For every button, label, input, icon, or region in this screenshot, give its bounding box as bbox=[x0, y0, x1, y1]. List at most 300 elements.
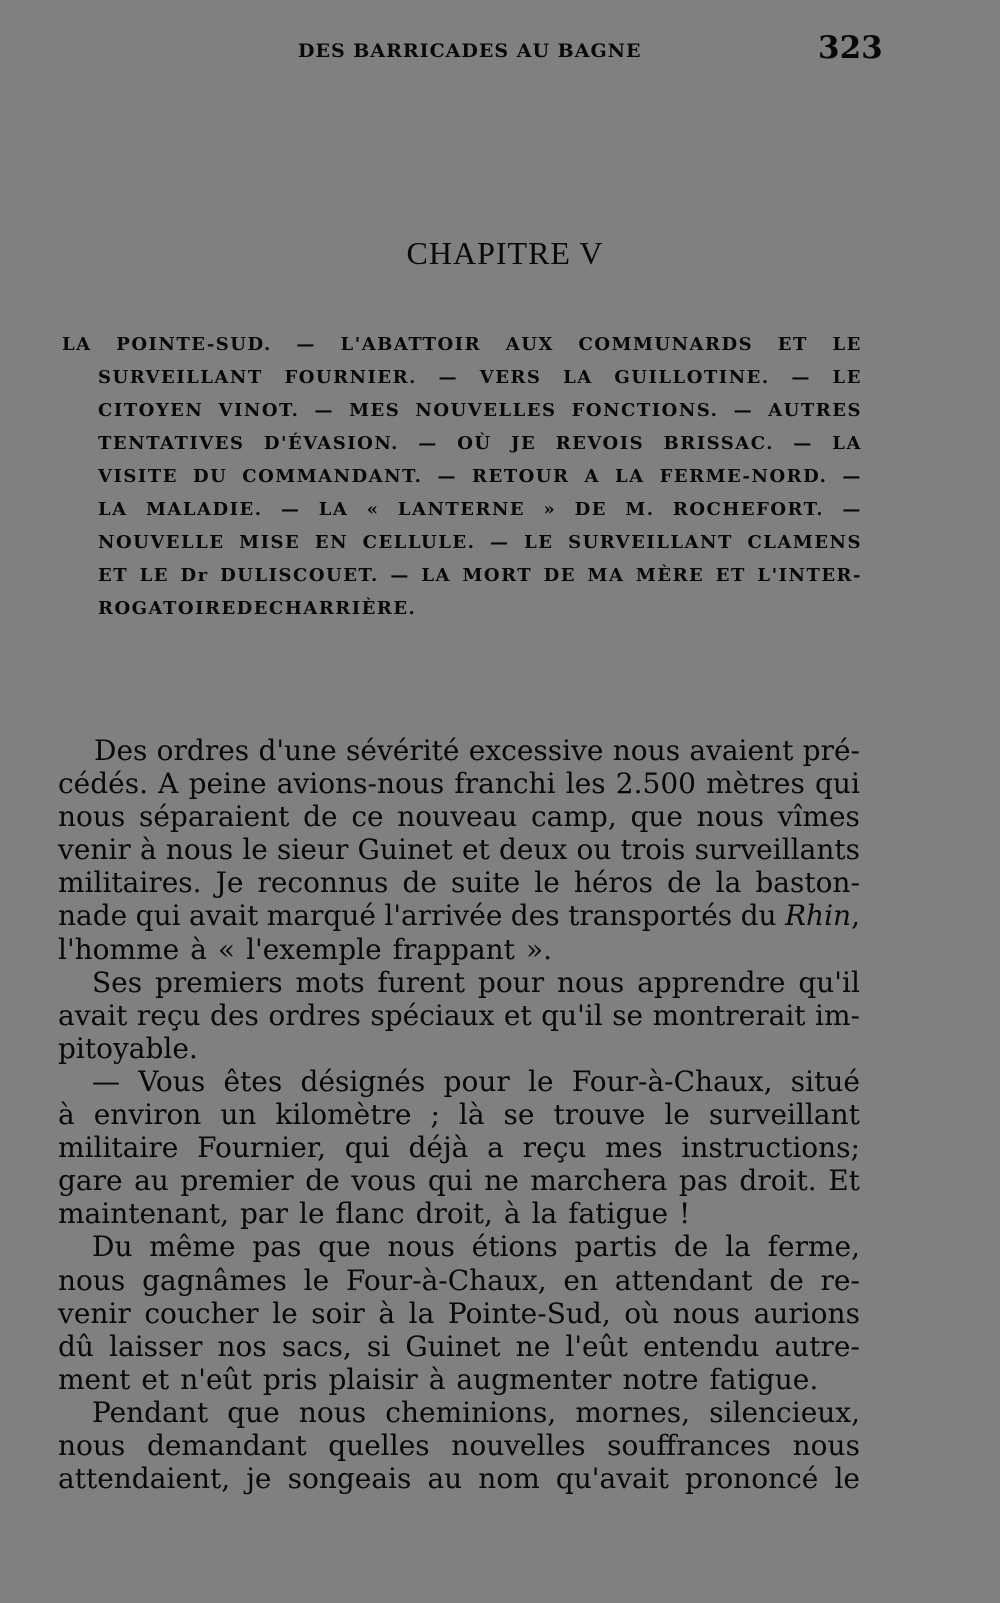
word: — bbox=[438, 367, 459, 388]
body-line bbox=[58, 1264, 860, 1297]
word: souffrances bbox=[607, 1428, 771, 1462]
word: pitoyable. bbox=[58, 1031, 198, 1065]
word: — bbox=[296, 334, 316, 355]
word: trois bbox=[620, 833, 686, 867]
word: cédés. bbox=[58, 767, 149, 801]
word: — bbox=[314, 400, 334, 421]
word: LA bbox=[421, 565, 451, 586]
word: avaient bbox=[689, 734, 794, 767]
word: sacs, bbox=[281, 1329, 352, 1363]
word: nous bbox=[556, 965, 625, 999]
word: trouve bbox=[553, 1098, 646, 1132]
word: flanc bbox=[335, 1197, 405, 1231]
word: nos bbox=[217, 1329, 267, 1363]
word: militaires. bbox=[58, 866, 202, 900]
word: ne bbox=[484, 1164, 519, 1198]
word: LE bbox=[832, 334, 862, 355]
word: mornes, bbox=[575, 1395, 691, 1429]
word: Je bbox=[215, 866, 244, 900]
word: Pointe-Sud, bbox=[447, 1296, 611, 1330]
word: LA bbox=[832, 433, 862, 454]
summary-line bbox=[62, 427, 862, 460]
word: Rhin, bbox=[784, 899, 860, 933]
summary-line bbox=[62, 526, 862, 559]
word: re- bbox=[820, 1263, 860, 1297]
word: LE bbox=[139, 565, 170, 586]
word: par bbox=[239, 1197, 288, 1231]
word: nouveau bbox=[397, 800, 518, 834]
word: héros bbox=[573, 866, 654, 900]
word: ». bbox=[525, 932, 552, 966]
word: DE bbox=[236, 598, 270, 619]
page-number: 323 bbox=[818, 30, 883, 66]
word: VISITE bbox=[98, 466, 178, 487]
word: en bbox=[563, 1263, 598, 1297]
word: Four-à-Chaux, bbox=[571, 1064, 773, 1098]
word: le bbox=[528, 1064, 554, 1098]
word: et bbox=[141, 1362, 170, 1396]
word: attendant bbox=[614, 1263, 753, 1297]
word: nous bbox=[298, 1395, 367, 1429]
summary-line bbox=[62, 493, 862, 526]
body-text bbox=[58, 734, 860, 1495]
word: — bbox=[489, 532, 510, 553]
word: nous bbox=[696, 800, 764, 834]
word: partis bbox=[574, 1230, 658, 1264]
body-line bbox=[58, 1065, 860, 1098]
word: pas bbox=[678, 1164, 728, 1198]
word: cheminions, bbox=[385, 1395, 557, 1429]
body-line bbox=[58, 1230, 860, 1263]
word: n'eût bbox=[180, 1362, 252, 1396]
word: nouvelles bbox=[451, 1428, 586, 1462]
word: Du bbox=[92, 1230, 133, 1264]
word: Four-à-Chaux, bbox=[345, 1263, 547, 1297]
word: reconnus bbox=[257, 866, 389, 900]
word: que bbox=[227, 1395, 280, 1429]
word: à bbox=[139, 833, 157, 867]
word: mots bbox=[295, 965, 365, 999]
word: silencieux, bbox=[709, 1395, 860, 1429]
word: im- bbox=[815, 998, 860, 1032]
word: pas bbox=[252, 1230, 302, 1264]
word: — bbox=[791, 367, 811, 388]
word: A bbox=[584, 466, 600, 487]
word: spéciaux bbox=[370, 998, 495, 1032]
word: camp, bbox=[531, 800, 617, 834]
word: Et bbox=[828, 1164, 860, 1198]
word: avions-nous bbox=[276, 767, 445, 801]
word: AUTRES bbox=[768, 400, 862, 421]
word: entendu bbox=[642, 1329, 760, 1363]
word: et bbox=[461, 833, 490, 867]
word: où bbox=[624, 1296, 660, 1330]
word: instructions; bbox=[681, 1131, 860, 1165]
word: droit. bbox=[739, 1164, 817, 1198]
word: D'ÉVASION. bbox=[263, 433, 399, 454]
word: LA bbox=[62, 334, 92, 355]
word: apprendre bbox=[637, 965, 786, 999]
word: — bbox=[733, 400, 754, 421]
word: Des bbox=[94, 734, 148, 767]
body-line bbox=[58, 999, 860, 1032]
word: CITOYEN bbox=[98, 400, 204, 421]
word: le bbox=[272, 1296, 298, 1330]
word: pris bbox=[262, 1362, 318, 1396]
word: VERS bbox=[479, 367, 542, 388]
word: séparaient bbox=[138, 800, 290, 834]
word: sévérité bbox=[346, 734, 460, 767]
word: le bbox=[664, 1098, 690, 1132]
word: FERME-NORD. bbox=[659, 466, 828, 487]
body-line bbox=[58, 734, 860, 767]
word: le bbox=[242, 833, 268, 867]
word: LA bbox=[563, 367, 593, 388]
word: à bbox=[378, 1296, 396, 1330]
word: — bbox=[842, 466, 862, 487]
body-line bbox=[58, 800, 860, 833]
word: POINTE-SUD. bbox=[116, 334, 272, 355]
word: LANTERNE bbox=[397, 499, 526, 520]
word: gagnâmes bbox=[142, 1263, 287, 1297]
word: deux bbox=[498, 833, 568, 867]
word: MÈRE bbox=[635, 565, 705, 586]
body-line bbox=[58, 1297, 860, 1330]
word: qui bbox=[814, 767, 860, 801]
word: GUILLOTINE. bbox=[614, 367, 770, 388]
summary-line bbox=[62, 394, 862, 427]
word: fatigue. bbox=[709, 1362, 819, 1396]
word: COMMANDANT. bbox=[242, 466, 423, 487]
word: le bbox=[298, 1197, 325, 1231]
word: MES bbox=[349, 400, 401, 421]
summary-line bbox=[62, 361, 862, 394]
word: excessive bbox=[468, 734, 604, 767]
word: venir bbox=[58, 833, 131, 867]
word: mètres bbox=[706, 767, 805, 801]
word: sieur bbox=[277, 833, 349, 867]
word: de bbox=[769, 1263, 804, 1297]
word: que bbox=[630, 800, 683, 834]
word: ordres bbox=[268, 998, 361, 1032]
body-line bbox=[58, 1164, 860, 1197]
word: CLAMENS bbox=[747, 532, 862, 553]
body-line bbox=[58, 866, 860, 899]
word: OÙ bbox=[457, 433, 492, 454]
word: BRISSAC. bbox=[663, 433, 774, 454]
word: a bbox=[487, 1131, 504, 1165]
word: RETOUR bbox=[472, 466, 570, 487]
word: kilomètre bbox=[275, 1098, 412, 1132]
body-line bbox=[58, 767, 860, 800]
word: nade bbox=[58, 899, 128, 933]
word: L'INTER- bbox=[757, 565, 862, 586]
word: nous bbox=[672, 1296, 741, 1330]
word: êtes bbox=[223, 1064, 283, 1098]
word: des bbox=[510, 899, 560, 933]
word: et bbox=[503, 998, 532, 1032]
word: désignés bbox=[300, 1064, 426, 1098]
word: l'exemple bbox=[246, 932, 382, 966]
word: nom bbox=[478, 1462, 540, 1496]
word: M. bbox=[625, 499, 655, 520]
word: SURVEILLANT bbox=[98, 367, 263, 388]
word: au bbox=[427, 1462, 463, 1496]
word: Pendant bbox=[92, 1395, 209, 1429]
body-line bbox=[58, 1429, 860, 1462]
word: un bbox=[220, 1098, 257, 1132]
summary-line bbox=[62, 328, 862, 361]
word: DULISCOUET. bbox=[220, 565, 379, 586]
word: — bbox=[793, 433, 813, 454]
word: qui bbox=[344, 1131, 390, 1165]
word: ; bbox=[430, 1098, 440, 1132]
word: la bbox=[725, 1230, 751, 1264]
word: le bbox=[534, 866, 560, 900]
word: LA bbox=[614, 466, 645, 487]
word: surveillants bbox=[694, 833, 860, 867]
word: FOURNIER. bbox=[284, 367, 417, 388]
word: pré- bbox=[802, 734, 860, 767]
word: de bbox=[402, 866, 437, 900]
word: les bbox=[565, 767, 606, 801]
word: étions bbox=[471, 1230, 558, 1264]
word: transportés bbox=[568, 899, 733, 933]
word: l'homme bbox=[58, 932, 180, 966]
word: ET bbox=[777, 334, 808, 355]
body-line bbox=[58, 1363, 860, 1396]
word: nous bbox=[58, 800, 126, 834]
word: maintenant, bbox=[58, 1197, 229, 1231]
word: laisser bbox=[109, 1329, 203, 1363]
word: montrerait bbox=[652, 998, 806, 1032]
word: LE bbox=[832, 367, 862, 388]
word: ce bbox=[351, 800, 384, 834]
word: le bbox=[303, 1263, 330, 1297]
body-line bbox=[58, 1131, 860, 1164]
word: SURVEILLANT bbox=[568, 532, 733, 553]
word: Ses bbox=[92, 965, 143, 999]
word: nous bbox=[792, 1428, 860, 1462]
word: peine bbox=[188, 767, 267, 801]
word: LE bbox=[524, 532, 554, 553]
word: nous bbox=[612, 734, 681, 767]
word: de bbox=[305, 1164, 340, 1198]
summary-line bbox=[62, 559, 862, 592]
body-line bbox=[58, 899, 860, 932]
word: de bbox=[303, 800, 338, 834]
word: REVOIS bbox=[555, 433, 645, 454]
word: NOUVELLE bbox=[98, 532, 225, 553]
word: militaire bbox=[58, 1131, 179, 1165]
word: frappant bbox=[392, 932, 515, 966]
word: se bbox=[503, 1098, 535, 1132]
summary-line bbox=[62, 592, 862, 625]
body-line bbox=[58, 1330, 860, 1363]
word: que bbox=[318, 1230, 371, 1264]
body-line bbox=[58, 1197, 860, 1230]
word: je bbox=[246, 1462, 272, 1496]
word: suite bbox=[451, 866, 521, 900]
word: MISE bbox=[239, 532, 301, 553]
word: marchera bbox=[530, 1164, 668, 1198]
word: reçu bbox=[522, 1131, 587, 1165]
word: demandant bbox=[146, 1428, 307, 1462]
word: nous bbox=[58, 1428, 126, 1462]
word: qu'avait bbox=[555, 1462, 669, 1496]
word: notre bbox=[622, 1362, 699, 1396]
word: de bbox=[673, 1230, 709, 1264]
word: LA bbox=[318, 499, 349, 520]
body-line bbox=[58, 1396, 860, 1429]
word: attendaient, bbox=[58, 1462, 231, 1496]
word: fatigue bbox=[568, 1197, 669, 1231]
word: augmenter bbox=[456, 1362, 612, 1396]
word: ferme, bbox=[767, 1230, 860, 1264]
word: DE bbox=[574, 499, 607, 520]
word: prononcé bbox=[685, 1462, 819, 1496]
word: le bbox=[834, 1462, 860, 1496]
body-line bbox=[58, 833, 860, 866]
word: la bbox=[531, 1197, 558, 1231]
word: COMMUNARDS bbox=[578, 334, 754, 355]
word: surveillant bbox=[708, 1098, 860, 1132]
word: — bbox=[280, 499, 301, 520]
word: Guinet bbox=[405, 1329, 501, 1363]
word: à bbox=[503, 1197, 521, 1231]
word: pour bbox=[443, 1064, 510, 1098]
word: marqué bbox=[266, 899, 376, 933]
word: de bbox=[667, 866, 702, 900]
word: ne bbox=[515, 1329, 551, 1363]
word: la bbox=[715, 866, 742, 900]
word: — bbox=[418, 433, 438, 454]
word: CHARRIÈRE. bbox=[269, 598, 417, 619]
word: — bbox=[437, 466, 457, 487]
word: ROCHEFORT. bbox=[672, 499, 825, 520]
running-head: DES BARRICADES AU BAGNE bbox=[298, 40, 642, 62]
word: soir bbox=[311, 1296, 365, 1330]
word: venir bbox=[58, 1296, 131, 1330]
word: ! bbox=[679, 1197, 691, 1231]
word: JE bbox=[511, 433, 537, 454]
word: MORT bbox=[462, 565, 533, 586]
word: droit, bbox=[415, 1197, 493, 1231]
word: LA bbox=[98, 499, 128, 520]
word: plaisir bbox=[328, 1362, 418, 1396]
word: aurions bbox=[753, 1296, 860, 1330]
word: déjà bbox=[408, 1131, 469, 1165]
word: l'eût bbox=[565, 1329, 628, 1363]
body-line bbox=[58, 1032, 860, 1065]
word: « bbox=[217, 932, 236, 966]
word: l'arrivée bbox=[384, 899, 503, 933]
word: franchi bbox=[454, 767, 556, 801]
word: nous bbox=[165, 833, 234, 867]
word: ordres bbox=[156, 734, 250, 767]
word: même bbox=[149, 1230, 236, 1264]
word: NOUVELLES bbox=[415, 400, 557, 421]
word: MALADIE. bbox=[145, 499, 263, 520]
word: ET bbox=[98, 565, 129, 586]
word: TENTATIVES bbox=[98, 433, 245, 454]
word: songeais bbox=[287, 1462, 412, 1496]
word: — bbox=[92, 1064, 120, 1098]
word: ment bbox=[58, 1362, 131, 1396]
word: nous bbox=[58, 1263, 126, 1297]
word: à bbox=[428, 1362, 446, 1396]
word: MA bbox=[587, 565, 625, 586]
word: L'ABATTOIR bbox=[340, 334, 482, 355]
word: qui bbox=[135, 899, 181, 933]
word: baston- bbox=[755, 866, 860, 900]
word: vîmes bbox=[777, 800, 860, 834]
word: avait bbox=[188, 899, 259, 933]
word: situé bbox=[790, 1064, 860, 1098]
word: AUX bbox=[505, 334, 554, 355]
body-line bbox=[58, 1098, 860, 1131]
word: ROGATOIRE bbox=[98, 598, 237, 619]
word: VINOT. bbox=[218, 400, 300, 421]
word: ET bbox=[715, 565, 746, 586]
body-line bbox=[58, 933, 860, 966]
word: furent bbox=[377, 965, 466, 999]
word: reçu bbox=[136, 998, 201, 1032]
word: DE bbox=[543, 565, 576, 586]
word: du bbox=[740, 899, 777, 933]
word: FONCTIONS. bbox=[571, 400, 719, 421]
word: si bbox=[366, 1329, 391, 1363]
word: EN bbox=[314, 532, 349, 553]
word: des bbox=[210, 998, 259, 1032]
word: d'une bbox=[258, 734, 337, 767]
word: qu'il bbox=[798, 965, 860, 999]
word: premiers bbox=[154, 965, 283, 999]
word: coucher bbox=[144, 1296, 259, 1330]
word: gare bbox=[58, 1164, 123, 1198]
word: à bbox=[58, 1098, 75, 1132]
summary-line bbox=[62, 460, 862, 493]
word: 2.500 bbox=[615, 767, 696, 801]
word: dû bbox=[58, 1329, 94, 1363]
chapter-summary bbox=[62, 328, 862, 625]
word: à bbox=[190, 932, 207, 966]
word: » bbox=[543, 499, 557, 520]
word: qui bbox=[427, 1164, 473, 1198]
word: Vous bbox=[138, 1064, 206, 1098]
word: Dr bbox=[180, 565, 209, 586]
body-line bbox=[58, 966, 860, 999]
word: « bbox=[366, 499, 380, 520]
word: avait bbox=[58, 998, 128, 1032]
word: nous bbox=[387, 1230, 455, 1264]
chapter-title: CHAPITRE V bbox=[406, 235, 604, 271]
word: DU bbox=[192, 466, 228, 487]
body-line bbox=[58, 1462, 860, 1495]
word: se bbox=[612, 998, 644, 1032]
word: mes bbox=[605, 1131, 663, 1165]
word: qu'il bbox=[541, 998, 603, 1032]
word: autre- bbox=[774, 1329, 860, 1363]
word: quelles bbox=[328, 1428, 430, 1462]
word: pour bbox=[477, 965, 545, 999]
word: A bbox=[158, 767, 179, 801]
word: environ bbox=[93, 1098, 202, 1132]
word: — bbox=[842, 499, 862, 520]
word: premier bbox=[180, 1164, 294, 1198]
word: Guinet bbox=[357, 833, 453, 867]
word: là bbox=[458, 1098, 485, 1132]
